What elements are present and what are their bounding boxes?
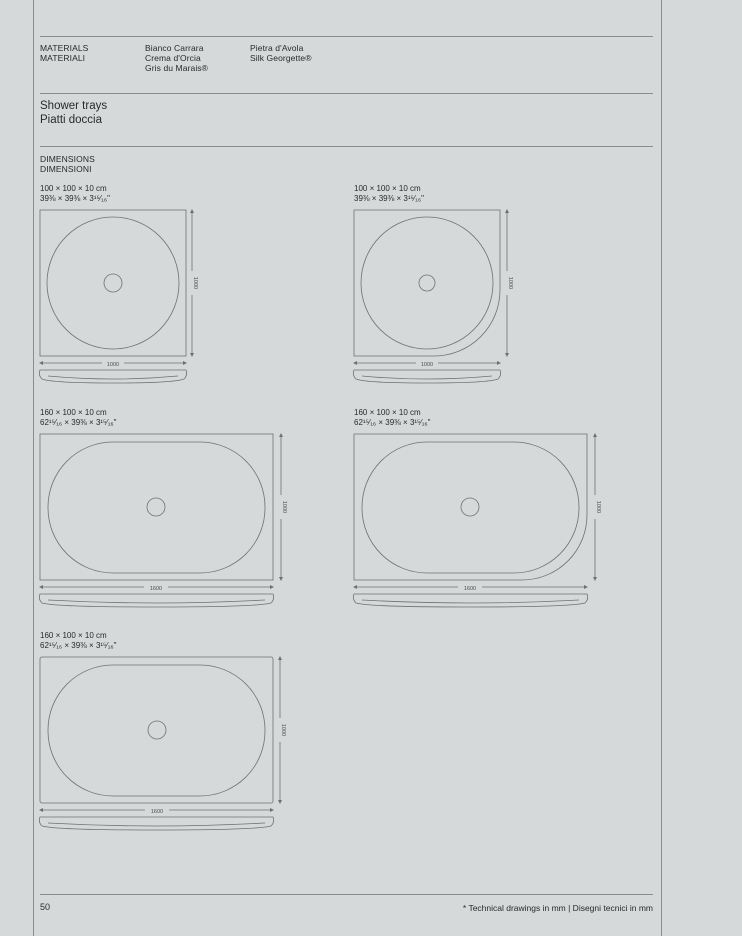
tray-profile	[39, 594, 273, 607]
materials-list-1: Bianco Carrara Crema d'Orcia Gris du Marais®	[145, 43, 209, 73]
tray-basin	[361, 217, 493, 349]
tray-profile	[39, 370, 186, 383]
tray-basin	[362, 442, 579, 573]
tray-profile	[39, 817, 273, 830]
height-label: 1000	[507, 276, 513, 290]
product-3-drawing	[36, 430, 296, 615]
product-4-dimensions: 160 × 100 × 10 cm 62¹⁵⁄₁₆ × 39⅜ × 3¹⁵⁄₁₆"	[354, 408, 431, 427]
width-label: 1600	[463, 586, 477, 592]
height-label: 1000	[281, 500, 287, 514]
width-label: 1000	[420, 362, 434, 368]
product-2-dimensions: 100 × 100 × 10 cm 39⅜ × 39⅜ × 3¹⁵⁄₁₆"	[354, 184, 424, 203]
divider-materials	[40, 93, 653, 94]
left-margin-line	[33, 0, 34, 936]
product-5-drawing	[36, 653, 296, 838]
product-1-drawing	[36, 205, 206, 390]
tray-basin	[48, 442, 265, 573]
section-title: Shower trays Piatti doccia	[40, 100, 108, 126]
drain	[419, 275, 435, 291]
tray-basin	[47, 217, 179, 349]
width-label: 1600	[149, 586, 163, 592]
page-number: 50	[40, 902, 51, 912]
materials-list-2: Pietra d'Avola Silk Georgette®	[250, 43, 312, 63]
tray-outline	[354, 434, 587, 580]
right-margin-line	[661, 0, 662, 936]
product-3-dimensions: 160 × 100 × 10 cm 62¹⁵⁄₁₆ × 39⅜ × 3¹⁵⁄₁₆"	[40, 408, 117, 427]
product-5-dimensions: 160 × 100 × 10 cm 62¹⁵⁄₁₆ × 39⅜ × 3¹⁵⁄₁₆"	[40, 631, 117, 650]
tray-outline	[40, 434, 273, 580]
divider-footer	[40, 894, 653, 895]
dimensions-label: DIMENSIONS DIMENSIONI	[40, 154, 95, 174]
materials-label: MATERIALS MATERIALI	[40, 43, 89, 63]
width-label: 1000	[106, 362, 120, 368]
footnote: * Technical drawings in mm | Disegni tecnici in mm	[462, 903, 653, 913]
tray-outline	[40, 210, 186, 356]
tray-profile	[353, 370, 500, 383]
drain	[147, 498, 165, 516]
tray-basin	[48, 665, 265, 796]
width-label: 1600	[150, 809, 164, 815]
tray-outline	[354, 210, 500, 356]
height-label: 1000	[280, 723, 286, 737]
tray-profile	[353, 594, 587, 607]
tray-outline	[40, 657, 273, 803]
height-label: 1000	[192, 276, 198, 290]
divider-section	[40, 146, 653, 147]
drain	[104, 274, 122, 292]
drain	[461, 498, 479, 516]
drain	[148, 721, 166, 739]
divider-top	[40, 36, 653, 37]
product-4-drawing	[350, 430, 610, 615]
product-1-dimensions: 100 × 100 × 10 cm 39⅜ × 39⅜ × 3¹⁵⁄₁₆"	[40, 184, 110, 203]
height-label: 1000	[595, 500, 601, 514]
product-2-drawing	[350, 205, 520, 390]
